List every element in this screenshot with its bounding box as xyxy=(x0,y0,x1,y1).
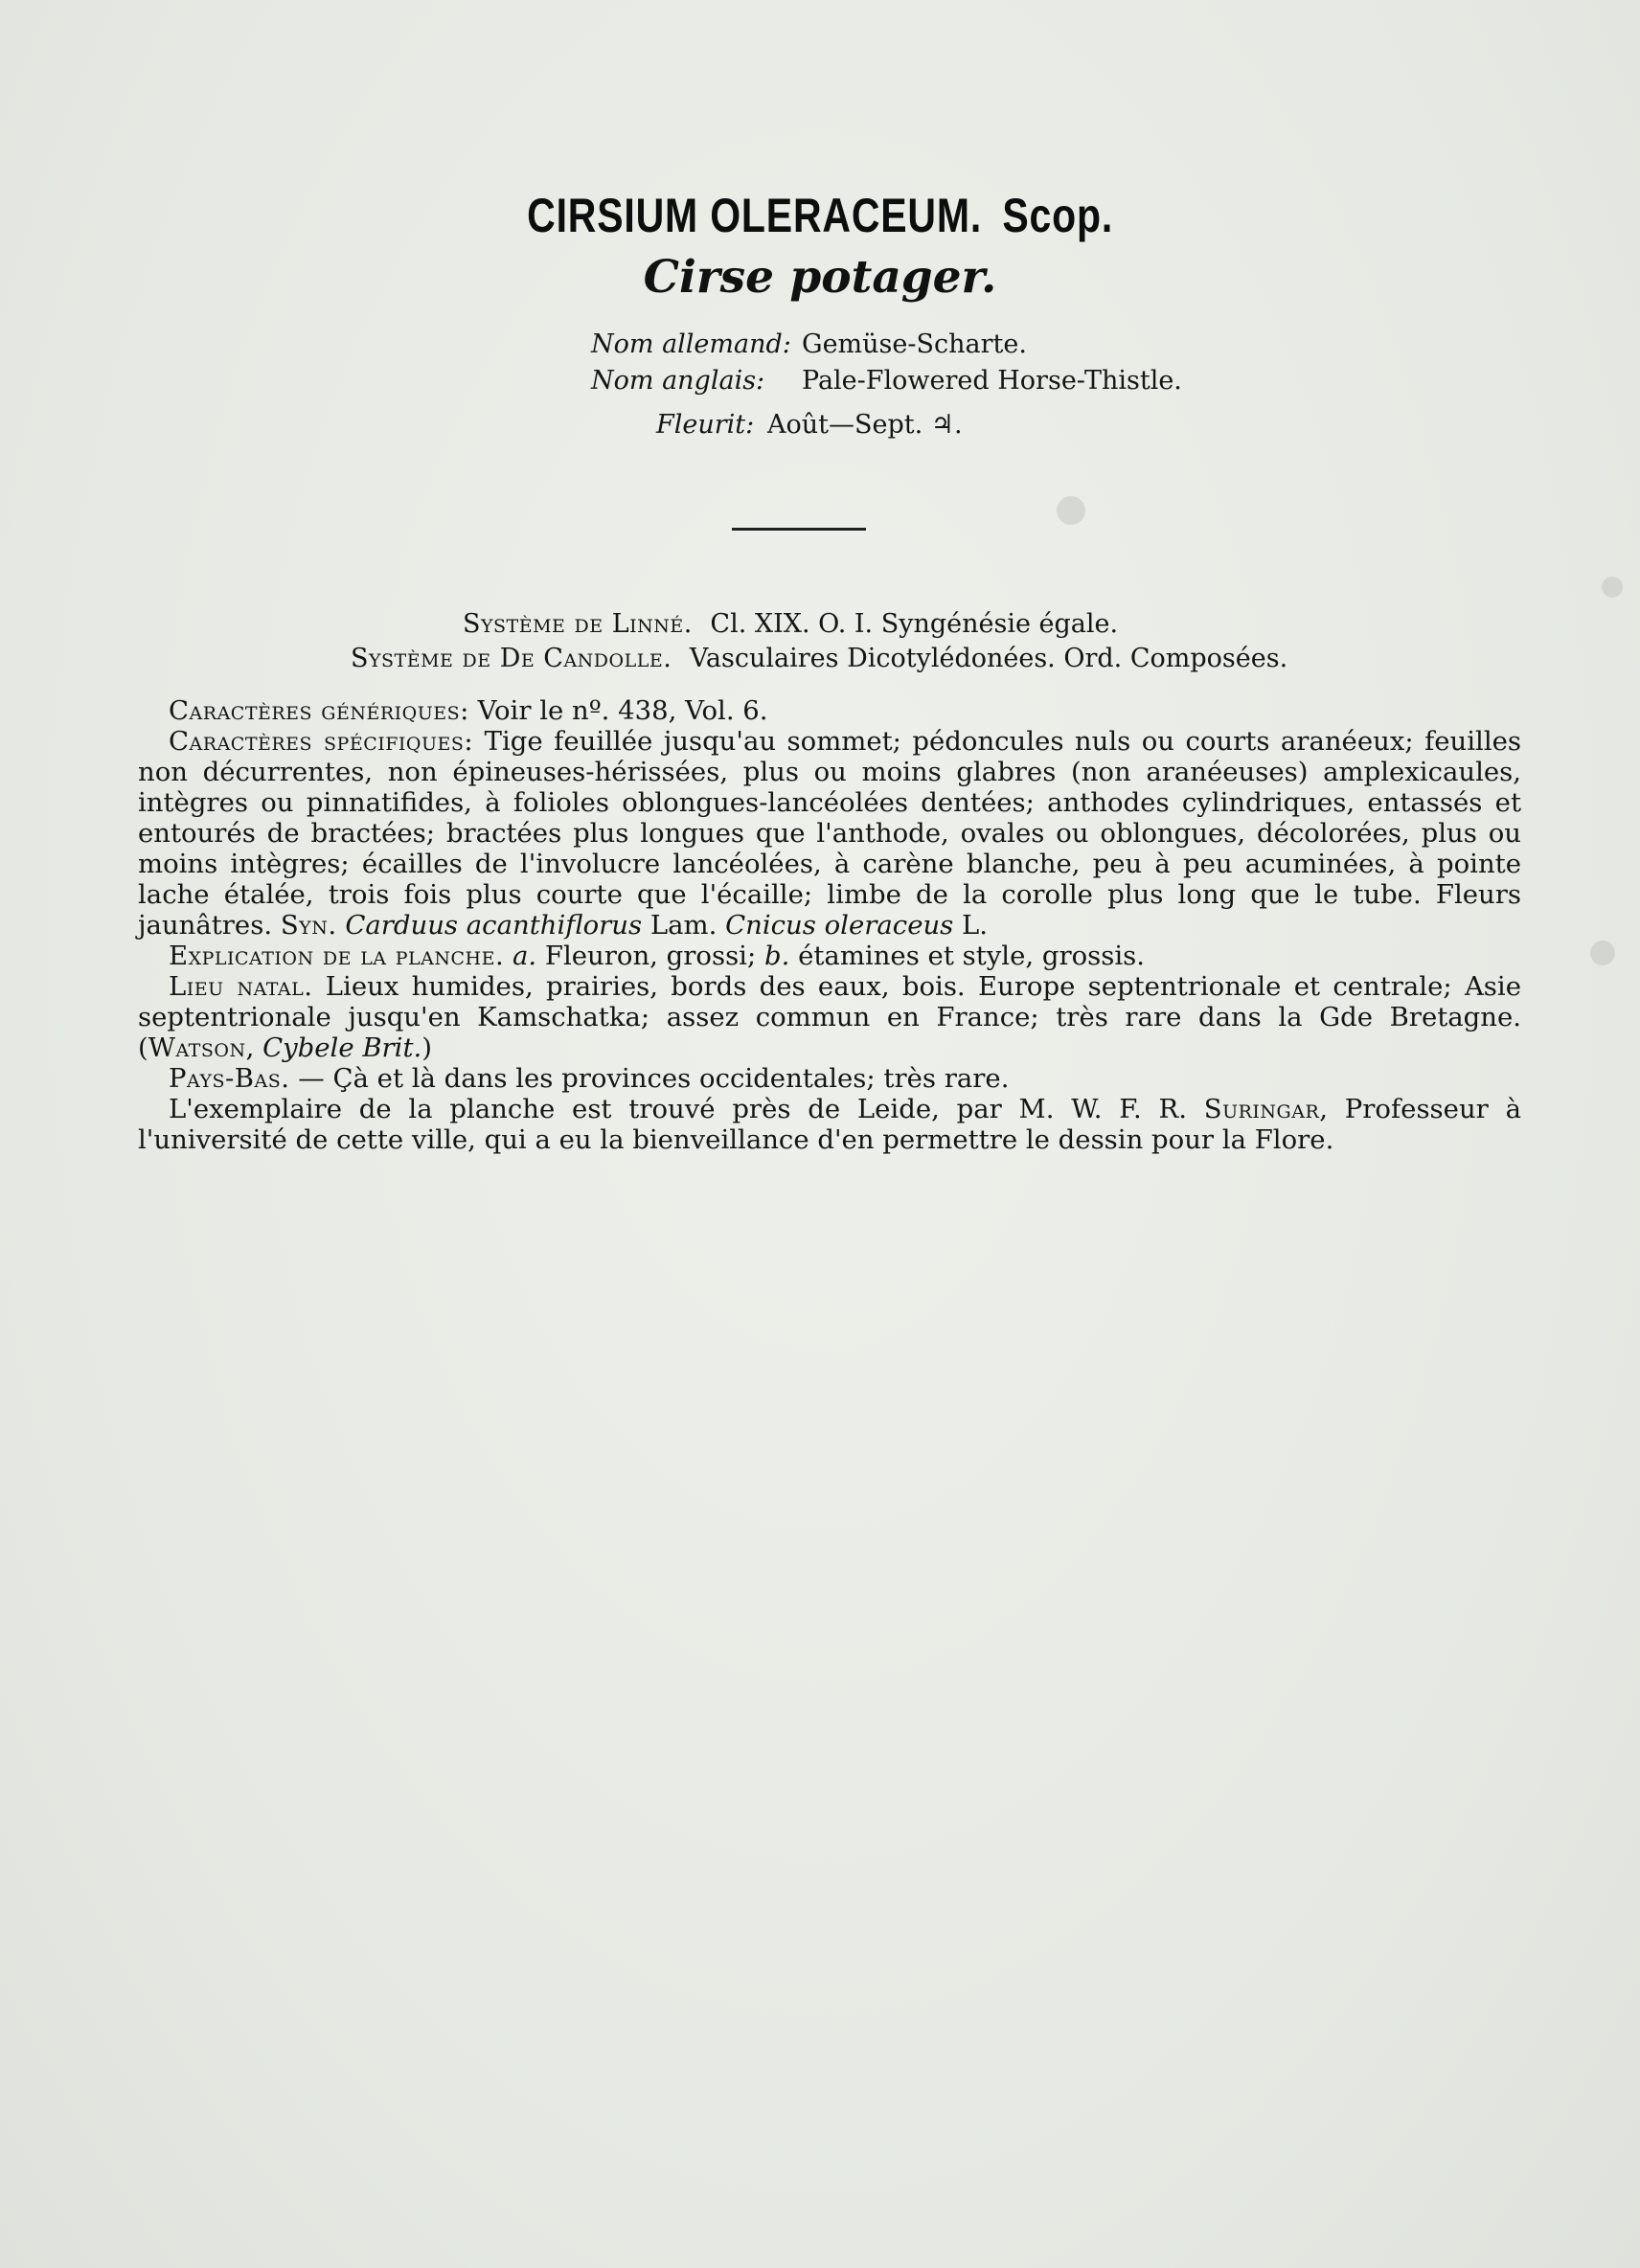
synonym-label: Syn. xyxy=(280,910,337,941)
specimen-note xyxy=(138,1094,1521,1155)
name-value: Pale-Flowered Horse-Thistle. xyxy=(802,366,1182,396)
source-title: Cybele Brit. xyxy=(262,1032,422,1063)
figure-text: étamines et style, grossis. xyxy=(798,941,1146,971)
section-text: Voir le nº. 438, Vol. 6. xyxy=(477,695,768,726)
name-row-english xyxy=(591,366,1182,396)
divider-rule xyxy=(732,528,866,531)
figure-text: Fleuron, grossi; xyxy=(544,941,757,971)
specimen-text-end: , Professeur à l'université de cette ville, qui a eu la bienveillance d'en permettre le dessin pour la Flore. xyxy=(138,1094,1521,1155)
source-author: Watson xyxy=(148,1032,246,1063)
system-label: Système de Linné. xyxy=(463,609,693,639)
species-author: Scop. xyxy=(1002,189,1113,242)
description-body xyxy=(138,695,1521,1155)
section-label: Caractères spécifiques: xyxy=(169,726,474,757)
section-label: Explication de la planche. xyxy=(169,941,505,971)
title-block xyxy=(0,188,1640,304)
name-row-flowering xyxy=(656,410,963,440)
genus-species: CIRSIUM OLERACEUM. xyxy=(527,189,982,242)
netherlands-distribution xyxy=(138,1063,1521,1094)
specific-characters xyxy=(138,726,1521,941)
section-label: Caractères génériques: xyxy=(169,695,469,726)
section-label: Lieu natal. xyxy=(169,971,313,1002)
system-label: Système de De Candolle. xyxy=(351,644,672,673)
system-candolle xyxy=(351,644,1287,673)
paper-spot xyxy=(1057,496,1085,525)
source-close: ) xyxy=(421,1032,433,1063)
synonym-author: Lam. xyxy=(649,910,718,941)
generic-characters xyxy=(138,695,1521,726)
name-label: Fleurit: xyxy=(656,410,755,440)
synonym-author: L. xyxy=(962,910,989,941)
paper-spot xyxy=(1590,941,1615,965)
paper-spot xyxy=(1602,577,1623,598)
species-title xyxy=(527,188,1113,243)
section-text: — Çà et là dans les provinces occidentales; très rare. xyxy=(298,1063,1010,1094)
section-text: Lieux humides, prairies, bords des eaux, bois. Europe septentrionale et centrale; Asie septentrionale jusqu'en Kamschatka; assez commun en France; très rare dans la Gde Bretagne. ( xyxy=(138,971,1521,1063)
name-value: Gemüse-Scharte. xyxy=(802,329,1027,359)
name-row-german xyxy=(591,329,1027,359)
synonym-name: Carduus acanthiflorus xyxy=(345,910,643,941)
native-habitat: Lieu natal. Lieux humides, prairies, bords des eaux, bois. Europe septentrionale et centrale; Asie septentrionale jusqu'en Kamschatka; assez commun en France; très rare dans la Gde Bretagne. (Watson, Cybele Brit.) xyxy=(138,971,1521,1063)
specimen-text: L'exemplaire de la planche est trouvé près de Leide, par M. W. F. R. xyxy=(169,1094,1187,1124)
collector-name: Suringar xyxy=(1203,1094,1320,1124)
name-label: Nom allemand: xyxy=(591,329,791,359)
system-value: Cl. XIX. O. I. Syngénésie égale. xyxy=(710,609,1119,639)
system-value: Vasculaires Dicotylédonées. Ord. Composées. xyxy=(689,644,1288,673)
section-text: Tige feuillée jusqu'au sommet; pédoncules nuls ou courts aranéeux; feuilles non décurrentes, non épineuses-hérissées, plus ou moins glabres (non aranéeuses) amplexicaules, intègres ou pinnatifides, à folioles oblongues-lancéolées dentées; anthodes cylindriques, entassés et entourés de bractées; bractées plus longues que l'anthode, ovales ou oblongues, décolorées, plus ou moins intègres; écailles de l'involucre lancéolées, à carène blanche, peu à peu acuminées, à pointe lache étalée, trois fois plus courte que l'écaille; limbe de la corolle plus long que le tube. Fleurs jaunâtres. xyxy=(138,726,1521,941)
synonym-name: Cnicus oleraceus xyxy=(725,910,954,941)
figure-letter: a. xyxy=(512,941,537,971)
french-name: Cirse potager. xyxy=(643,251,997,304)
name-label: Nom anglais: xyxy=(591,366,765,396)
name-value: Août—Sept. ♃. xyxy=(767,410,963,440)
plate-explanation xyxy=(138,941,1521,971)
system-linnaeus xyxy=(463,609,1118,639)
section-label: Pays-Bas. xyxy=(169,1063,290,1094)
figure-letter: b. xyxy=(764,941,790,971)
